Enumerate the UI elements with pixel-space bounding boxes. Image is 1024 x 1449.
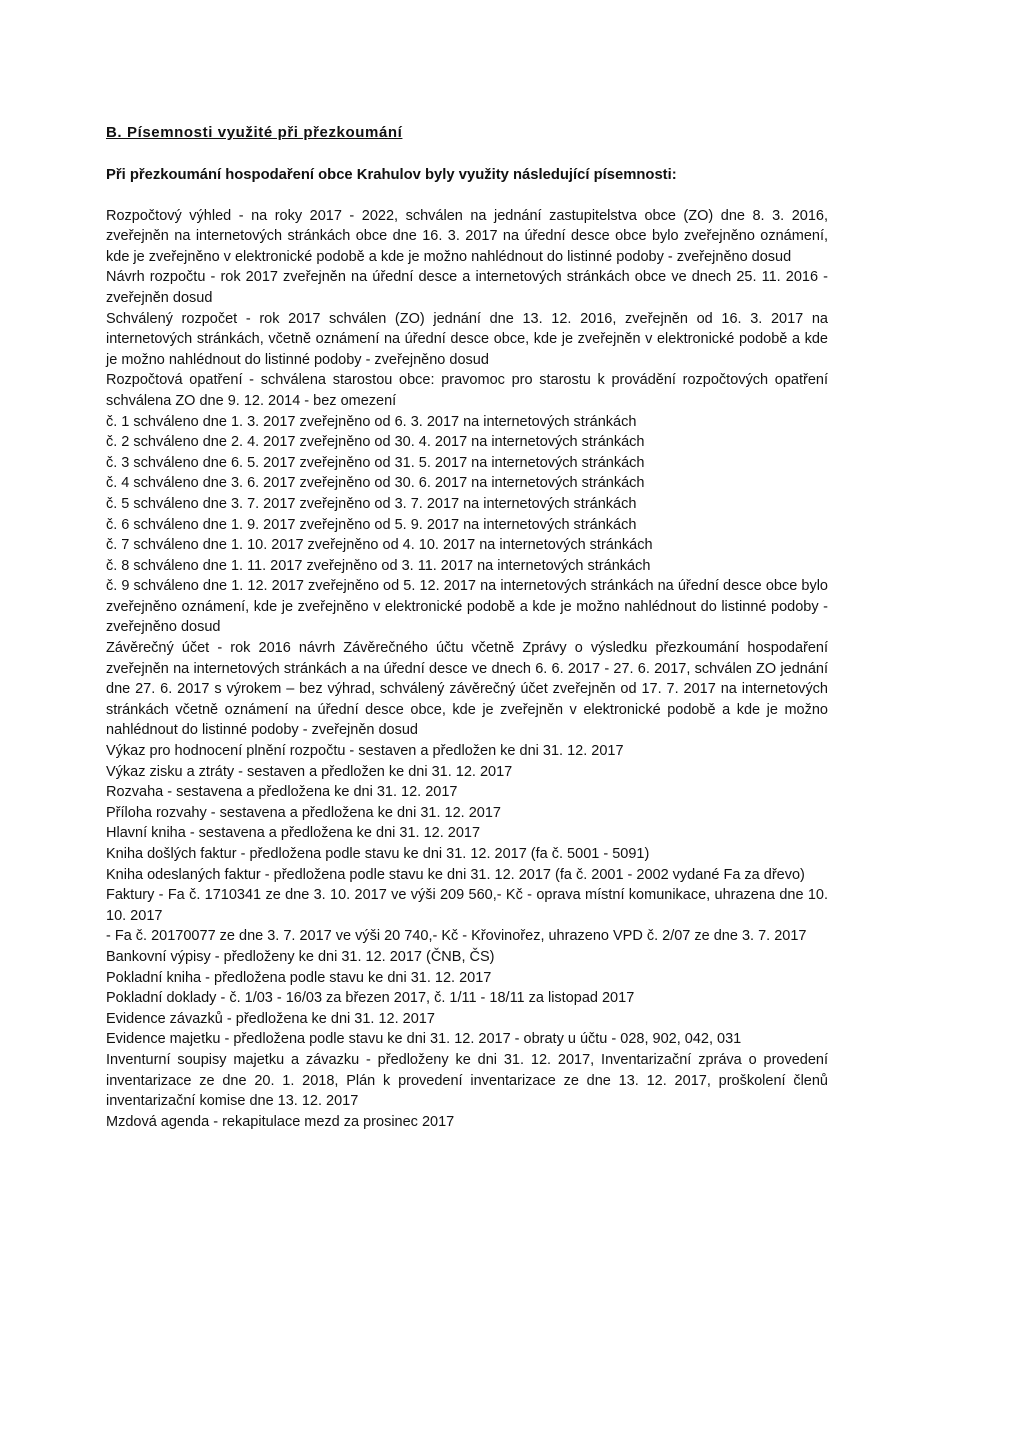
item-rozvaha: Rozvaha - sestavena a předložena ke dni 31. 12. 2017 [106,784,458,801]
item-pokladni-kniha: Pokladní kniha - předložena podle stavu ke dni 31. 12. 2017 [106,969,492,986]
item-pokladni-doklady: Pokladní doklady - č. 1/03 - 16/03 za březen 2017, č. 1/11 - 18/11 za listopad 2017 [106,990,635,1007]
item-kniha-odeslanych-faktur: Kniha odeslaných faktur - předložena podle stavu ke dni 31. 12. 2017 (fa č. 2001 - 2002 vydané Fa za dřevo) [106,866,805,883]
list-item-opatreni-4: č. 4 schváleno dne 3. 6. 2017 zveřejněno od 30. 6. 2017 na internetových stránkách [106,475,645,492]
list-item-opatreni-7: č. 7 schváleno dne 1. 10. 2017 zveřejněno od 4. 10. 2017 na internetových stránkách [106,537,653,554]
item-evidence-zavazku: Evidence závazků - předložena ke dni 31. 12. 2017 [106,1010,435,1027]
list-item-opatreni-9: č. 9 schváleno dne 1. 12. 2017 zveřejněno od 5. 12. 2017 na internetových stránkách na úřední desce obce bylo zveřejněno oznámení, kde je zveřejněno v elektronické podobě a kde je možno nahlédnout do listinné podoby - zveřejněno dosud [106,578,828,636]
item-inventurni-soupisy: Inventurní soupisy majetku a závazku - předloženy ke dni 31. 12. 2017, Inventarizační zpráva o provedení inventarizace ze dne 20. 1. 2018, Plán k provedení inventarizace ze dne 13. 12. 2017, proškolení členů inventarizační komise dne 13. 12. 2017 [106,1051,828,1110]
item-hlavni-kniha: Hlavní kniha - sestavena a předložena ke dni 31. 12. 2017 [106,825,481,842]
item-mzdova-agenda: Mzdová agenda - rekapitulace mezd za prosinec 2017 [106,1113,455,1130]
paragraph-schvaleny-rozpocet: Schválený rozpočet - rok 2017 schválen (ZO) jednání dne 13. 12. 2016, zveřejněn od 16. 3. 2017 na internetových stránkách, včetně oznámení na úřední desce obce, kde je zveřejněn v elektronické podobě a kde je možno nahlédnout do listinné podoby - zveřejněno dosud [106,310,828,368]
document-body [106,124,828,1132]
list-item-opatreni-3: č. 3 schváleno dne 6. 5. 2017 zveřejněno od 31. 5. 2017 na internetových stránkách [106,454,645,471]
list-item-opatreni-2: č. 2 schváleno dne 2. 4. 2017 zveřejněno od 30. 4. 2017 na internetových stránkách [106,434,645,451]
list-item-opatreni-5: č. 5 schváleno dne 3. 7. 2017 zveřejněno od 3. 7. 2017 na internetových stránkách [106,495,637,512]
item-faktury-2: - Fa č. 20170077 ze dne 3. 7. 2017 ve výši 20 740,- Kč - Křovinořez, uhrazeno VPD č. 2/07 ze dne 3. 7. 2017 [106,928,807,945]
item-bankovni-vypisy: Bankovní výpisy - předloženy ke dni 31. 12. 2017 (ČNB, ČS) [106,948,495,965]
item-faktury-1: Faktury - Fa č. 1710341 ze dne 3. 10. 2017 ve výši 209 560,- Kč - oprava místní komunikace, uhrazena dne 10. 10. 2017 [106,887,828,924]
item-evidence-majetku: Evidence majetku - předložena podle stavu ke dni 31. 12. 2017 - obraty u účtu - 028, 902, 042, 031 [106,1031,742,1048]
paragraph-navrh-rozpoctu: Návrh rozpočtu - rok 2017 zveřejněn na úřední desce a internetových stránkách obce ve dnech 25. 11. 2016 - zveřejněn dosud [106,269,828,306]
item-priloha-rozvahy: Příloha rozvahy - sestavena a předložena ke dni 31. 12. 2017 [106,804,501,821]
item-kniha-doslych-faktur: Kniha došlých faktur - předložena podle stavu ke dni 31. 12. 2017 (fa č. 5001 - 5091) [106,846,650,862]
list-item-opatreni-1: č. 1 schváleno dne 1. 3. 2017 zveřejněno od 6. 3. 2017 na internetových stránkách [106,413,637,430]
intro-sentence: Při přezkoumání hospodaření obce Krahulov byly využity následující písemnosti: [106,167,677,183]
section-heading: B. Písemnosti využité při přezkoumání [106,124,403,141]
paragraph-zaverecny-ucet: Závěrečný účet - rok 2016 návrh Závěrečného účtu včetně Zprávy o výsledku přezkoumání hospodaření zveřejněn na internetových stránkách a na úřední desce ve dnech 6. 6. 2017 - 27. 6. 2017, schválen ZO jednání dne 27. 6. 2017 s výrokem – bez výhrad, schválený závěrečný účet zveřejněn od 17. 7. 2017 na internetových stránkách včetně oznámení na úřední desce obce, kde je zveřejněn v elektronické podobě a kde je možno nahlédnout do listinné podoby - zveřejněn dosud [106,640,828,739]
list-item-opatreni-6: č. 6 schváleno dne 1. 9. 2017 zveřejněno od 5. 9. 2017 na internetových stránkách [106,516,637,533]
paragraph-rozpoctovy-vyhled: Rozpočtový výhled - na roky 2017 - 2022, schválen na jednání zastupitelstva obce (ZO) dne 8. 3. 2016, zveřejněn na internetových stránkách obce dne 16. 3. 2017 na úřední desce obce bylo zveřejněno oznámení, kde je zveřejněno v elektronické podobě a kde je možno nahlédnout do listinné podoby - zveřejněno dosud [106,207,828,265]
list-item-opatreni-8: č. 8 schváleno dne 1. 11. 2017 zveřejněno od 3. 11. 2017 na internetových stránkách [106,557,651,574]
item-vykaz-zisku: Výkaz zisku a ztráty - sestaven a předložen ke dni 31. 12. 2017 [106,763,513,780]
item-vykaz-plneni: Výkaz pro hodnocení plnění rozpočtu - sestaven a předložen ke dni 31. 12. 2017 [106,743,624,760]
paragraph-rozpoctova-opatreni: Rozpočtová opatření - schválena starostou obce: pravomoc pro starostu k provádění rozpočtových opatření schválena ZO dne 9. 12. 2014 - bez omezení [106,372,828,409]
